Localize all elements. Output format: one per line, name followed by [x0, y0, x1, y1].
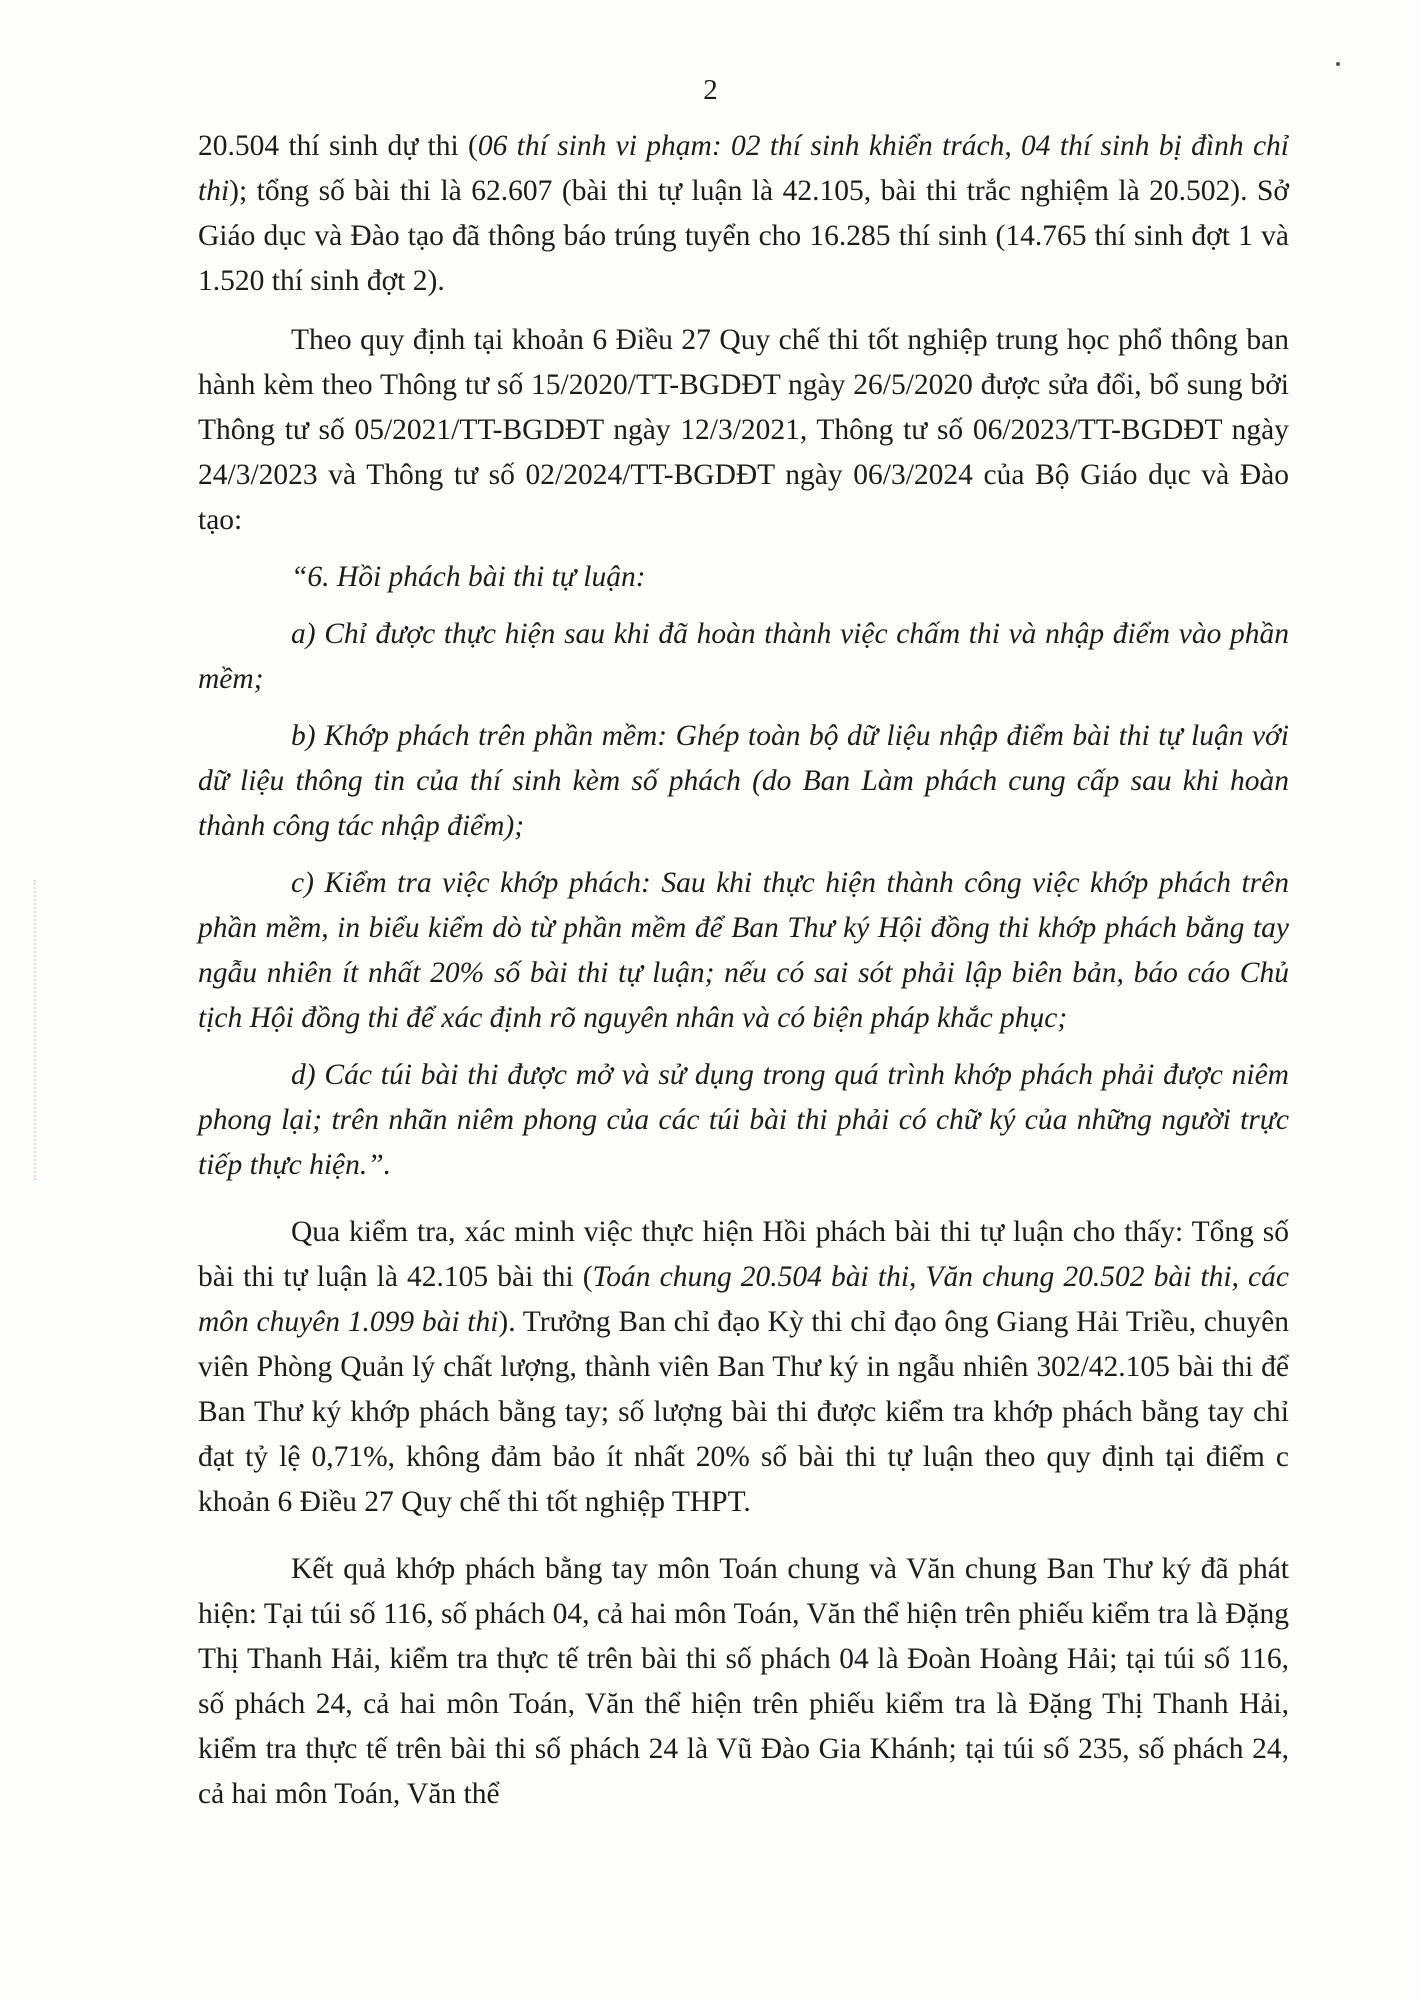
paragraph-regulation: Theo quy định tại khoản 6 Điều 27 Quy chế thi tốt nghiệp trung học phổ thông ban hành kèm theo Thông tư số 15/2020/TT-BGDĐT ngày 26/5/2020 được sửa đổi, bổ sung bởi Thông tư số 05/2021/TT-BGDĐT ngày 12/3/2021, Thông tư số 06/2023/TT-BGDĐT ngày 24/3/2023 và Thông tư số 02/2024/TT-BGDĐT ngày 06/3/2024 của Bộ Giáo dục và Đào tạo: — [198, 324, 1289, 536]
quote-item-b: b) Khớp phách trên phần mềm: Ghép toàn bộ dữ liệu nhập điểm bài thi tự luận với dữ liệu thông tin của thí sinh kèm số phách (do Ban Làm phách cung cấp sau khi hoàn thành công tác nhập điểm); — [198, 720, 1289, 842]
paragraph-text: ); tổng số bài thi là 62.607 (bài thi tự luận là 42.105, bài thi trắc nghiệm là 20.502). Sở Giáo dục và Đào tạo đã thông báo trúng tuyển cho 16.285 thí sinh (14.765 thí sinh đợt 1 và 1.520 thí sinh đợt 2). — [198, 175, 1289, 297]
document-body — [198, 124, 1289, 1817]
scan-speck — [1336, 62, 1340, 66]
stamp-edge-trace — [0, 880, 36, 1180]
quote-item-a: a) Chỉ được thực hiện sau khi đã hoàn thành việc chấm thi và nhập điểm vào phần mềm; — [198, 618, 1289, 695]
page-number: 2 — [703, 74, 718, 106]
paragraph-text: Qua kiểm tra, xác minh việc thực hiện Hồi phách bài thi tự luận cho thấy: Tổng số bài thi tự luận là 42.105 bài thi ( — [198, 1216, 1289, 1293]
quote-heading: “6. Hồi phách bài thi tự luận: — [291, 561, 646, 593]
quote-item-d: d) Các túi bài thi được mở và sử dụng trong quá trình khớp phách phải được niêm phong lại; trên nhãn niêm phong của các túi bài thi phải có chữ ký của những người trực tiếp thực hiện.”. — [198, 1059, 1289, 1181]
quote-item-c: c) Kiểm tra việc khớp phách: Sau khi thực hiện thành công việc khớp phách trên phần mềm, in biểu kiểm dò từ phần mềm để Ban Thư ký Hội đồng thi khớp phách bằng tay ngẫu nhiên ít nhất 20% số bài thi tự luận; nếu có sai sót phải lập biên bản, báo cáo Chủ tịch Hội đồng thi để xác định rõ nguyên nhân và có biện pháp khắc phục; — [198, 867, 1289, 1034]
paragraph-results: Kết quả khớp phách bằng tay môn Toán chung và Văn chung Ban Thư ký đã phát hiện: Tại túi số 116, số phách 04, cả hai môn Toán, Văn thể hiện trên phiếu kiểm tra là Đặng Thị Thanh Hải, kiểm tra thực tế trên bài thi số phách 04 là Đoàn Hoàng Hải; tại túi số 116, số phách 24, cả hai môn Toán, Văn thể hiện trên phiếu kiểm tra là Đặng Thị Thanh Hải, kiểm tra thực tế trên bài thi số phách 24 là Vũ Đào Gia Khánh; tại túi số 235, số phách 24, cả hai môn Toán, Văn thể — [198, 1553, 1289, 1810]
paragraph-italic-text: 06 thí sinh vi phạm: 02 thí sinh khiển trách, 04 thí sinh bị đình chỉ thi — [198, 130, 1289, 207]
paragraph-verification — [198, 1210, 1289, 1525]
paragraph-text: ). Trưởng Ban chỉ đạo Kỳ thi chỉ đạo ông Giang Hải Triều, chuyên viên Phòng Quản lý chất lượng, thành viên Ban Thư ký in ngẫu nhiên 302/42.105 bài thi để Ban Thư ký khớp phách bằng tay; số lượng bài thi được kiểm tra khớp phách bằng tay chỉ đạt tỷ lệ 0,71%, không đảm bảo ít nhất 20% số bài thi tự luận theo quy định tại điểm c khoản 6 Điều 27 Quy chế thi tốt nghiệp THPT. — [198, 1306, 1289, 1518]
paragraph-text: 20.504 thí sinh dự thi ( — [198, 130, 478, 162]
paragraph-exam-stats — [198, 124, 1289, 304]
paragraph-italic-text: Toán chung 20.504 bài thi, Văn chung 20.502 bài thi, các môn chuyên 1.099 bài thi — [198, 1261, 1289, 1338]
